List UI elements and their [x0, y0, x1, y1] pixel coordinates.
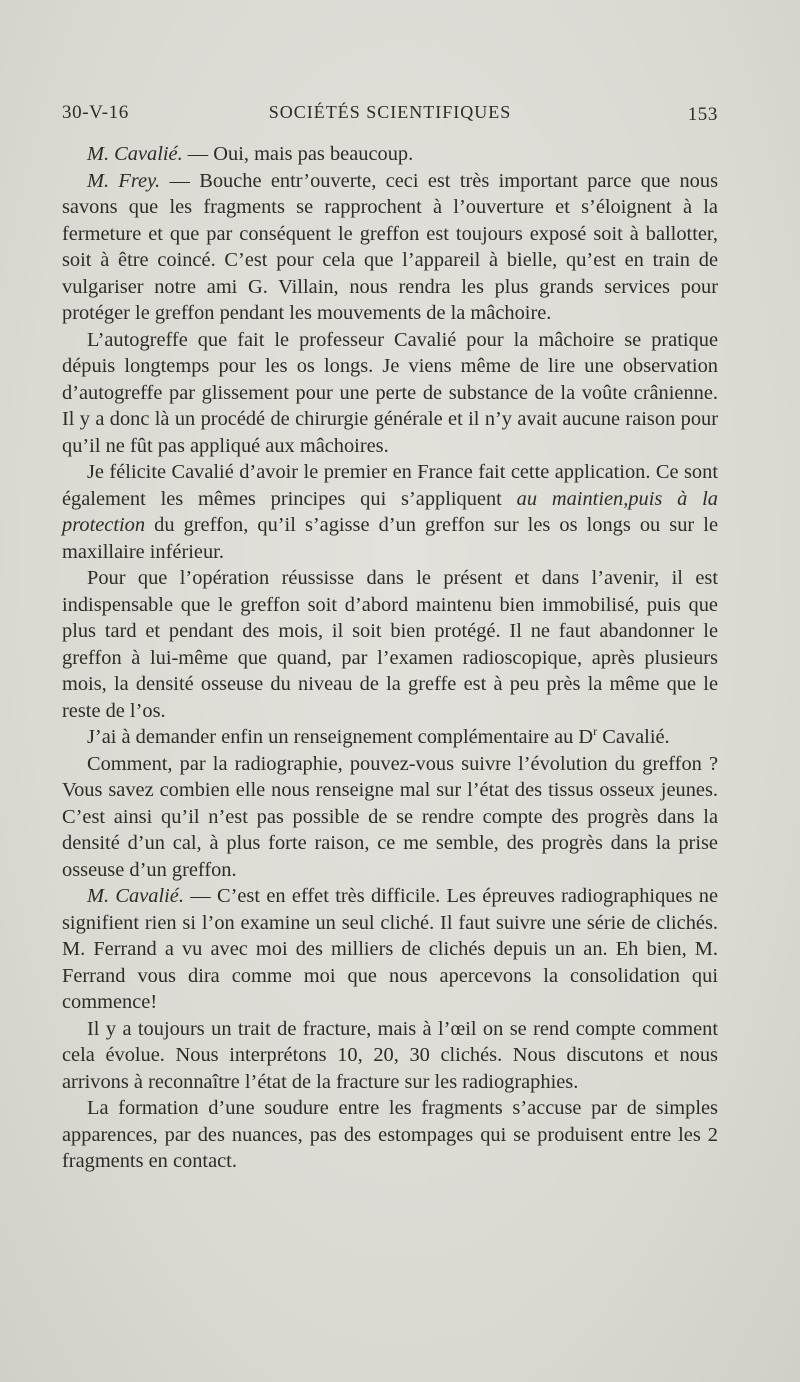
paragraph-4	[62, 459, 718, 565]
header-title: SOCIÉTÉS SCIENTIFIQUES	[268, 102, 512, 122]
paragraph-2	[62, 168, 718, 327]
paragraph-5	[62, 565, 718, 724]
italic-phrase: au maintien,puis à la protection	[62, 487, 719, 536]
paragraph-8	[62, 883, 718, 1016]
paragraph-10	[62, 1095, 718, 1175]
page-body	[62, 141, 718, 1175]
paragraph-text: Comment, par la radiographie, pouvez-vous suivre l’évolution du greffon ? Vous savez combien elle nous renseigne mal sur l’état des tissus osseux jeunes. C’est ainsi qu’il n’est pas possible de se rendre compte des progrès dans la densité d’un cal, à plus forte raison, ce me semble, des progrès dans la prise osseuse d’un greffon.	[62, 752, 718, 881]
speaker-name: M. Frey.	[87, 169, 161, 192]
paragraph-text: — Bouche entr’ouverte, ceci est très important parce que nous savons que les fragments se rapprochent à l’ouverture et s’éloignent à la fermeture et que par conséquent le greffon est toujours exposé soit à ballotter, soit à être coincé. C’est pour cela que l’appareil à bielle, qu’est en train de vulgariser notre ami G. Villain, nous rendra les plus grands services pour protéger le greffon pendant les mouvements de la mâchoire.	[62, 169, 719, 324]
paragraph-text: — Oui, mais pas beaucoup.	[182, 143, 414, 165]
running-header	[62, 100, 718, 130]
paragraph-1	[62, 141, 718, 168]
page-number: 153	[687, 104, 718, 125]
paragraph-3	[62, 327, 718, 460]
paragraph-text: du greffon, qu’il s’agisse d’un greffon sur les os longs ou sur le maxillaire inférieur.	[62, 514, 718, 563]
speaker-name: M. Cavalié.	[87, 143, 183, 165]
paragraph-text: L’autogreffe que fait le professeur Cavalié pour la mâchoire se pratique dépuis longtemps pour les os longs. Je viens même de lire une observation d’autogreffe par glissement pour une perte de substance de la voûte crânienne. Il y a donc là un procédé de chirurgie générale et il n’y avait aucune raison pour qu’il ne fût pas appliqué aux mâchoires.	[62, 328, 718, 457]
paragraph-text: J’ai à demander enfin un renseignement complémentaire au D	[87, 726, 594, 748]
paragraph-6	[62, 724, 718, 751]
header-date: 30-V-16	[62, 102, 129, 123]
paragraph-text: Je félicite Cavalié d’avoir le premier en France fait cette application. Ce sont également les mêmes principes qui s’appliquent	[62, 461, 718, 510]
paragraph-text: La formation d’une soudure entre les fragments s’accuse par de simples apparences, par des nuances, pas des estompages qui se produisent entre les 2 fragments en contact.	[62, 1097, 718, 1172]
superscript: r	[593, 724, 598, 739]
paragraph-text: Il y a toujours un trait de fracture, mais à l’œil on se rend compte comment cela évolue. Nous interprétons 10, 20, 30 clichés. Nous discutons et nous arrivons à reconnaître l’état de la fracture sur les radiographies.	[62, 1017, 718, 1093]
paragraph-text: — C’est en effet très difficile. Les épreuves radiographiques ne signifient rien si l’on examine un seul cliché. Il faut suivre une série de clichés. M. Ferrand a vu avec moi des milliers de clichés depuis un an. Eh bien, M. Ferrand vous dira comme moi que nous apercevons la consolidation qui commence!	[62, 885, 719, 1013]
paragraph-text: Pour que l’opération réussisse dans le présent et dans l’avenir, il est indispensable que le greffon soit d’abord maintenu bien immobilisé, puis que plus tard et pendant des mois, il soit bien protégé. Il ne faut abandonner le greffon à lui-même que quand, par l’examen radioscopique, après plusieurs mois, la densité osseuse du niveau de la greffe est à peu près la même que le reste de l’os.	[62, 567, 718, 722]
paragraph-text: Cavalié.	[597, 726, 670, 748]
paragraph-7	[62, 751, 718, 884]
paragraph-9	[62, 1016, 718, 1096]
speaker-name: M. Cavalié.	[87, 885, 184, 907]
